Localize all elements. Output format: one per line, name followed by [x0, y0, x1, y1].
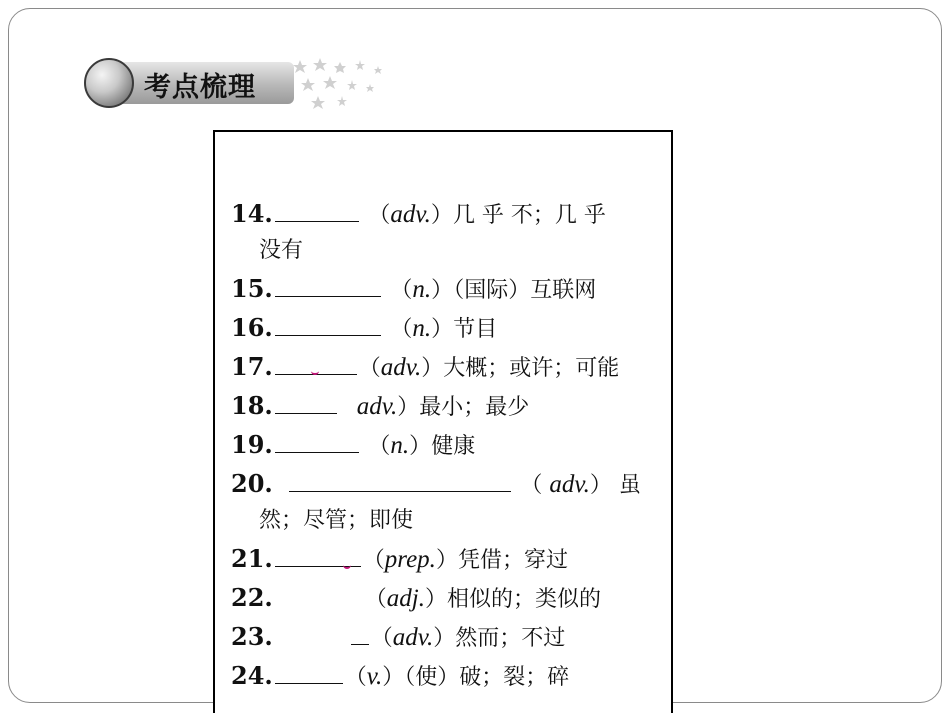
- vocab-entry-17: 17. （adv.）大概；或许；可能: [231, 352, 620, 381]
- answer-blank: [275, 665, 343, 684]
- stars-decoration-icon: [290, 56, 386, 112]
- vocab-entry-19: 19. （n.）健康: [231, 430, 476, 459]
- vocab-entry-21: 21. （prep.）凭借；穿过: [231, 544, 568, 573]
- vocab-entry-23: 23. （adv.）然而；不过: [231, 622, 566, 651]
- ink-mark: [311, 367, 319, 375]
- answer-blank: [275, 278, 381, 297]
- banner-ball-icon: [84, 58, 134, 108]
- vocab-entry-22: 22. （adj.）相似的；类似的: [231, 583, 602, 612]
- section-title: 考点梳理: [144, 72, 256, 103]
- vocab-entry-15: 15. （n.）（国际）互联网: [231, 274, 597, 303]
- answer-blank: [275, 395, 337, 414]
- vocab-entry-20: 20. （ adv.） 虽: [231, 469, 641, 498]
- vocab-entry-20-cont: 然；尽管；即使: [259, 508, 414, 533]
- ink-mark: [343, 561, 351, 569]
- vocab-entry-18: 18. adv.）最小；最少: [231, 391, 530, 420]
- vocab-entry-14: 14. （adv.）几 乎 不；几 乎: [231, 199, 606, 228]
- answer-blank: [289, 473, 511, 492]
- vocab-entry-16: 16. （n.）节目: [231, 313, 498, 342]
- vocab-entry-24: 24. （v.）（使）破；裂；碎: [231, 661, 570, 690]
- answer-blank: [351, 626, 369, 645]
- answer-blank: [275, 203, 359, 222]
- vocab-list: [231, 194, 661, 695]
- vocab-card: [213, 130, 673, 713]
- answer-blank: [275, 317, 381, 336]
- vocab-entry-14-cont: 没有: [259, 238, 304, 263]
- answer-blank: [275, 434, 359, 453]
- section-banner: [84, 56, 384, 112]
